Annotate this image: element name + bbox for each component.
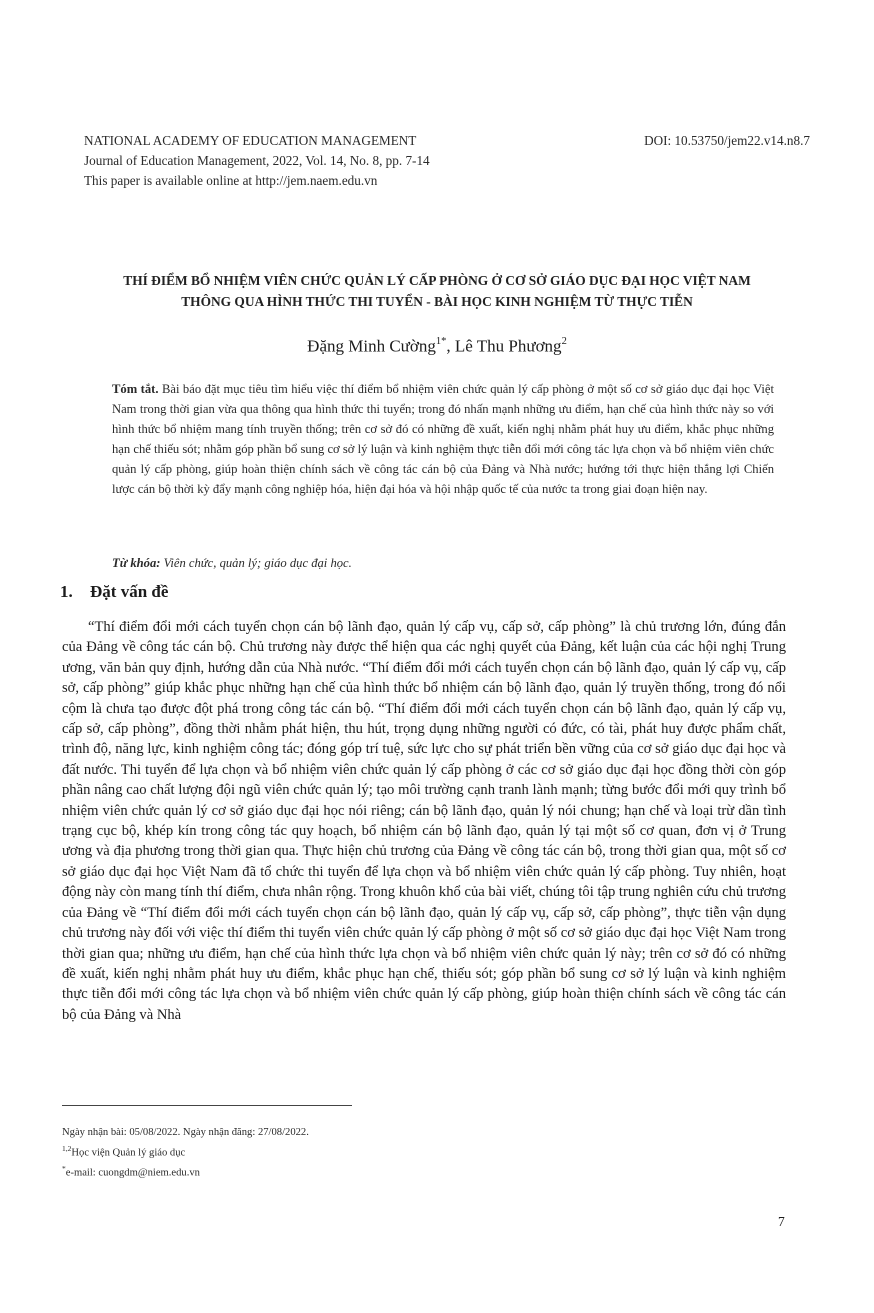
footnotes [62,1125,762,1181]
journal-citation: Journal of Education Management, 2022, Vol. 14, No. 8, pp. 7-14 [84,153,430,168]
title-line-2: THÔNG QUA HÌNH THỨC THI TUYỂN - BÀI HỌC KINH NGHIỆM TỪ THỰC TIỄN [181,294,693,309]
author-list [54,331,820,359]
author-separator: , [446,336,455,356]
affiliation-mark: 1,2 [62,1143,72,1153]
doi: DOI: 10.53750/jem22.v14.n8.7 [644,133,810,148]
institution-name: NATIONAL ACADEMY OF EDUCATION MANAGEMENT [84,133,417,148]
online-availability: This paper is available online at http://jem.naem.edu.vn [84,173,378,188]
affiliation-text: Học viện Quản lý giáo dục [71,1147,186,1159]
paper-title [54,270,820,312]
footnote-divider [62,1105,352,1106]
abstract [112,379,774,499]
author-2-mark: 2 [561,336,567,347]
keywords [112,553,774,573]
abstract-text: Bài báo đặt mục tiêu tìm hiểu việc thí điểm bổ nhiệm viên chức quản lý cấp phòng ở một số cơ sở giáo dục đại học Việt Nam trong thời gian vừa qua thông qua hình thức thi tuyển; trong đó nhấn mạnh những ưu điểm, hạn chế của hình thức này so với hình thức bổ nhiệm mang tính truyền thống; trên cơ sở đó có những đề xuất, kiến nghị nhằm phát huy ưu điểm, khắc phục những hạn chế thiếu sót; nhằm góp phần bổ sung cơ sở lý luận và kinh nghiệm thực tiễn đổi mới công tác lựa chọn và bổ nhiệm viên chức quản lý cấp phòng, giúp hoàn thiện chính sách về công tác cán bộ của Đảng và Nhà nước; hướng tới thực hiện thắng lợi Chiến lược cán bộ thời kỳ đẩy mạnh công nghiệp hóa, hiện đại hóa và hội nhập quốc tế của nước ta trong giai đoạn hiện nay. [112,382,774,496]
author-1: Đặng Minh Cường [307,336,436,356]
section-heading [60,580,168,604]
page-number: 7 [778,1214,785,1229]
section-number: 1. [60,582,73,601]
email-note [62,1161,762,1181]
email-mark: * [62,1163,66,1173]
keywords-text: Viên chức, quản lý; giáo dục đại học. [160,556,352,570]
author-2: Lê Thu Phương [454,336,562,356]
journal-header [84,131,810,191]
affiliation-note [62,1141,762,1161]
abstract-label: Tóm tắt. [112,382,159,396]
author-1-mark: 1* [435,336,447,347]
keywords-label: Từ khóa: [112,556,161,570]
received-dates: Ngày nhận bài: 05/08/2022. Ngày nhận đăng: 27/08/2022. [62,1127,309,1138]
email-text: e-mail: cuongdm@niem.edu.vn [65,1167,200,1179]
section-title: Đặt vấn đề [90,582,169,601]
title-line-1: THÍ ĐIỂM BỔ NHIỆM VIÊN CHỨC QUẢN LÝ CẤP PHÒNG Ở CƠ SỞ GIÁO DỤC ĐẠI HỌC VIỆT NAM [123,273,751,288]
body-paragraph: “Thí điểm đổi mới cách tuyển chọn cán bộ lãnh đạo, quản lý cấp vụ, cấp sở, cấp phòng” là chủ trương lớn, đúng đắn của Đảng về công tác cán bộ. Chủ trương này được thể hiện qua các nghị quyết của Đảng, kết luận của các hội nghị Trung ương, văn bản quy định, hướng dẫn của Nhà nước. “Thí điểm đổi mới cách tuyển chọn cán bộ lãnh đạo, quản lý cấp vụ, cấp sở, cấp phòng” giúp khắc phục những hạn chế của hình thức bổ nhiệm cán bộ lãnh đạo, quản lý truyền thống, trong đó nổi cộm là chưa tạo được đột phá trong công tác cán bộ. “Thí điểm đổi mới cách tuyển chọn cán bộ lãnh đạo, quản lý cấp vụ, cấp sở, cấp phòng”, đồng thời nhằm phát hiện, thu hút, trọng dụng những người có đức, có tài, phát huy được phẩm chất, trình độ, năng lực, kinh nghiệm công tác; đóng góp trí tuệ, sức lực cho sự phát triển bền vững của cơ sở giáo dục đại học và đất nước. Thi tuyển để lựa chọn và bổ nhiệm viên chức quản lý cấp phòng ở các cơ sở giáo dục đại học đồng thời còn góp phần nâng cao chất lượng đội ngũ viên chức quản lý; tạo môi trường cạnh tranh lành mạnh; từng bước đổi mới quy trình bổ nhiệm viên chức quản lý cơ sở giáo dục đại học nói riêng; cán bộ lãnh đạo, quản lý nói chung; hạn chế và loại trừ dần tình trạng cục bộ, khép kín trong công tác quy hoạch, bổ nhiệm cán bộ lãnh đạo, quản lý tại một số cơ quan, đơn vị ở Trung ương và địa phương trong thời gian qua. Thực hiện chủ trương của Đảng về công tác cán bộ, trong thời gian qua, một số cơ sở giáo dục đại học Việt Nam đã tổ chức thi tuyển để lựa chọn và bổ nhiệm viên chức quản lý cấp phòng. Tuy nhiên, hoạt động này còn mang tính thí điểm, chưa nhân rộng. Trong khuôn khổ của bài viết, chúng tôi tập trung nghiên cứu chủ trương của Đảng về “Thí điểm đổi mới cách tuyển chọn cán bộ lãnh đạo, quản lý cấp vụ, cấp sở, cấp phòng”, thực tiễn vận dụng chủ trương này đối với việc thí điểm thi tuyển viên chức quản lý cấp phòng ở một số cơ sở giáo dục đại học Việt Nam trong thời gian qua; những ưu điểm, hạn chế của hình thức lựa chọn và bổ nhiệm viên chức quản lý này; trên cơ sở đó có những đề xuất, kiến nghị nhằm phát huy ưu điểm, khắc phục hạn chế, thiếu sót; góp phần bổ sung cơ sở lý luận và kinh nghiệm thực tiễn đổi mới công tác lựa chọn và bổ nhiệm viên chức quản lý cấp phòng, giúp hoàn thiện chính sách về công tác cán bộ của Đảng và Nhà [62,619,786,1023]
